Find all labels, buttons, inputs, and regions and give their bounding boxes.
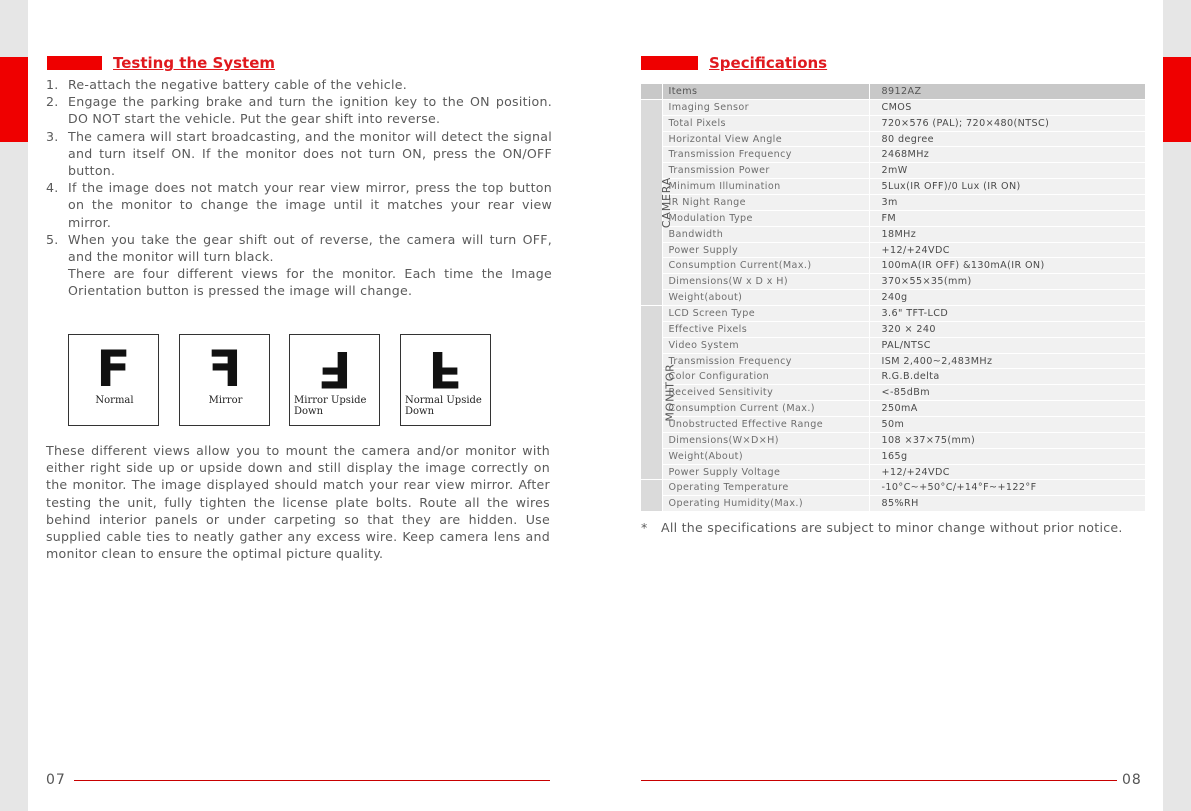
left-title-row	[47, 55, 275, 71]
step-number: 5.	[46, 231, 59, 247]
spec-value: 80 degree	[869, 131, 1145, 147]
spec-label: Total Pixels	[662, 115, 869, 131]
spec-label: Effective Pixels	[662, 321, 869, 337]
spec-label: Dimensions(W×D×H)	[662, 432, 869, 448]
table-row	[641, 242, 1145, 258]
right-title-row	[641, 55, 827, 71]
page-title-testing: Testing the System	[113, 54, 276, 72]
spec-value: PAL/NTSC	[869, 337, 1145, 353]
table-row	[641, 195, 1145, 211]
step-item	[46, 128, 552, 180]
title-bar	[47, 56, 102, 70]
spec-value: 85%RH	[869, 496, 1145, 512]
orientation-mirror-upside-down	[289, 334, 380, 426]
spec-label: Color Configuration	[662, 369, 869, 385]
table-row	[641, 258, 1145, 274]
step-note: There are four different views for the monitor. Each time the Image Orientation button is pressed the image will change.	[68, 266, 552, 299]
table-row	[641, 464, 1145, 480]
normal-letter-icon: F	[96, 340, 131, 398]
spec-label: Power Supply Voltage	[662, 464, 869, 480]
spec-label: Transmission Power	[662, 163, 869, 179]
spec-value: <-85dBm	[869, 385, 1145, 401]
spec-value: -10°C~+50°C/+14°F~+122°F	[869, 480, 1145, 496]
spec-value: 108 ×37×75(mm)	[869, 432, 1145, 448]
step-text: Re-attach the negative battery cable of the vehicle.	[68, 77, 407, 92]
spec-value: 3.6" TFT-LCD	[869, 306, 1145, 322]
mounting-paragraph: These different views allow you to mount the camera and/or monitor with either right side up or upside down and still display the image correctly on the monitor. The image displayed should match your rear view mirror. After testing the unit, fully tighten the license plate bolts. Route all the wires behind interior panels or under carpeting so that they are hidden. Use supplied cable ties to neatly gather any excess wire. Keep camera lens and monitor clean to ensure the optimal picture quality.	[46, 443, 550, 562]
step-item	[46, 179, 552, 231]
title-bar	[641, 56, 698, 70]
spec-label: Consumption Current (Max.)	[662, 401, 869, 417]
step-number: 2.	[46, 94, 59, 110]
table-row	[641, 163, 1145, 179]
monitor-group-cell	[641, 306, 677, 480]
spec-label: Operating Temperature	[662, 480, 869, 496]
step-text: Engage the parking brake and turn the ignition key to the ON position. DO NOT start the vehicle. Put the gear shift into reverse.	[68, 94, 552, 127]
spec-label: IR Night Range	[662, 195, 869, 211]
spec-value: 240g	[869, 290, 1145, 306]
general-group-cell	[641, 480, 662, 512]
table-row	[641, 448, 1145, 464]
spec-value: 165g	[869, 448, 1145, 464]
table-row	[641, 417, 1145, 433]
table-row	[641, 401, 1145, 417]
spec-label: Weight(about)	[662, 290, 869, 306]
spec-value: 2468MHz	[869, 147, 1145, 163]
orientation-normal-upside-down	[400, 334, 491, 426]
table-row	[641, 432, 1145, 448]
spec-value: 100mA(IR OFF) &130mA(IR ON)	[869, 258, 1145, 274]
spec-label: Power Supply	[662, 242, 869, 258]
orientation-caption: Normal Upside Down	[405, 395, 482, 417]
table-row	[641, 147, 1145, 163]
spec-value: 720×576 (PAL); 720×480(NTSC)	[869, 115, 1145, 131]
spec-label: Transmission Frequency	[662, 353, 869, 369]
mirror-letter-icon: F	[207, 340, 242, 398]
spec-label: Horizontal View Angle	[662, 131, 869, 147]
orientation-normal	[68, 334, 159, 426]
steps-list	[46, 76, 552, 300]
footer-rule-right	[641, 780, 1117, 781]
spec-value: +12/+24VDC	[869, 242, 1145, 258]
header-items: Items	[662, 84, 869, 99]
left-red-tab	[0, 57, 28, 142]
normal-upside-down-letter-icon: F	[428, 340, 463, 398]
table-row	[641, 99, 1145, 115]
mirror-upside-down-letter-icon: F	[317, 340, 352, 398]
step-number: 3.	[46, 128, 59, 144]
spec-label: Minimum Illumination	[662, 179, 869, 195]
table-row	[641, 385, 1145, 401]
table-header-row	[641, 84, 1145, 99]
spec-value: 370×55×35(mm)	[869, 274, 1145, 290]
header-model: 8912AZ	[869, 84, 1145, 99]
spec-label: Dimensions(W x D x H)	[662, 274, 869, 290]
table-row	[641, 179, 1145, 195]
spec-value: 320 × 240	[869, 321, 1145, 337]
step-text: The camera will start broadcasting, and the monitor will detect the signal and turn itself ON. If the monitor does not turn ON, press the ON/OFF button.	[68, 128, 552, 179]
spec-value: R.G.B.delta	[869, 369, 1145, 385]
spec-label: Weight(About)	[662, 448, 869, 464]
spec-value: FM	[869, 210, 1145, 226]
page-title-specifications: Specifications	[709, 54, 828, 72]
spec-label: Imaging Sensor	[662, 99, 869, 115]
table-row	[641, 337, 1145, 353]
table-row	[641, 115, 1145, 131]
spec-label: Received Sensitivity	[662, 385, 869, 401]
step-item	[46, 231, 552, 265]
table-row	[641, 210, 1145, 226]
spec-value: 3m	[869, 195, 1145, 211]
spec-label: Consumption Current(Max.)	[662, 258, 869, 274]
table-row	[641, 321, 1145, 337]
orientation-mirror	[179, 334, 270, 426]
spec-label: Bandwidth	[662, 226, 869, 242]
table-row	[641, 369, 1145, 385]
spec-value: 250mA	[869, 401, 1145, 417]
footnote-asterisk: *	[641, 520, 648, 535]
table-row	[641, 290, 1145, 306]
header-spacer	[641, 84, 662, 99]
spec-value: 50m	[869, 417, 1145, 433]
step-item	[46, 93, 552, 127]
spec-value: 2mW	[869, 163, 1145, 179]
step-item	[46, 76, 552, 93]
footnote-text: All the specifications are subject to minor change without prior notice.	[661, 520, 1123, 535]
step-text: When you take the gear shift out of reverse, the camera will turn OFF, and the monitor will turn black.	[68, 231, 552, 265]
right-red-tab	[1163, 57, 1191, 142]
table-row	[641, 226, 1145, 242]
specification-footnote	[641, 519, 1147, 537]
camera-group-label: CAMERA	[660, 176, 674, 229]
spec-value: 18MHz	[869, 226, 1145, 242]
page-number-right: 08	[1122, 772, 1142, 788]
spec-value: +12/+24VDC	[869, 464, 1145, 480]
step-number: 4.	[46, 180, 59, 196]
spec-label: Operating Humidity(Max.)	[662, 496, 869, 512]
spec-value: ISM 2,400~2,483MHz	[869, 353, 1145, 369]
spec-value: CMOS	[869, 99, 1145, 115]
spec-label: Video System	[662, 337, 869, 353]
table-row	[641, 274, 1145, 290]
step-number: 1.	[46, 77, 59, 92]
monitor-group-label: MONITOR	[663, 363, 677, 422]
table-row	[641, 131, 1145, 147]
spec-label: Unobstructed Effective Range	[662, 417, 869, 433]
spec-label: LCD Screen Type	[662, 306, 869, 322]
spec-label: Modulation Type	[662, 210, 869, 226]
step-text: If the image does not match your rear view mirror, press the top button on the monitor to change the image until it matches your rear view mirror.	[68, 180, 552, 230]
page-number-left: 07	[46, 772, 66, 788]
spec-value: 5Lux(IR OFF)/0 Lux (IR ON)	[869, 179, 1145, 195]
specifications-table	[641, 84, 1146, 512]
camera-group-cell	[641, 99, 674, 305]
table-row	[641, 353, 1145, 369]
table-row	[641, 306, 1145, 322]
table-row	[641, 496, 1145, 512]
spec-label: Transmission Frequency	[662, 147, 869, 163]
table-row	[641, 480, 1145, 496]
orientation-caption: Normal	[95, 395, 134, 406]
orientation-caption: Mirror	[208, 395, 243, 406]
orientation-caption: Mirror Upside Down	[294, 395, 367, 417]
footer-rule-left	[74, 780, 550, 781]
